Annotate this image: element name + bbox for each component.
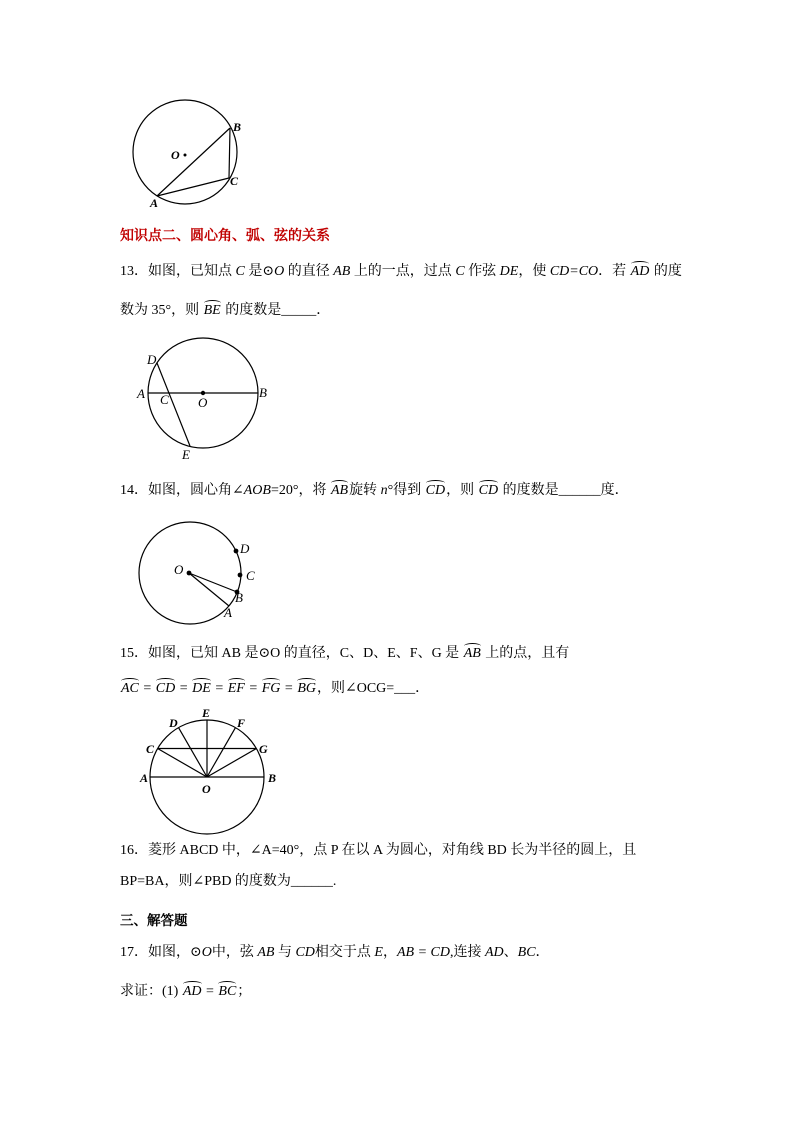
q15-arc-ab: AB (463, 646, 481, 661)
radius-oc (158, 749, 207, 778)
q14-text: ，则 (446, 483, 478, 498)
q13-line-1 (120, 262, 682, 282)
q17-proof-text: = (202, 984, 218, 999)
q15-line-1 (120, 644, 569, 664)
q14-arc-ab: AB (330, 483, 349, 498)
q17-var: E (374, 945, 383, 960)
section-heading: 知识点二、圆心角、弧、弦的关系 (120, 229, 330, 244)
radius-og (207, 749, 256, 778)
q16-line-2: BP=BA，则∠PBD 的度数为______. (120, 874, 337, 889)
q15-line-2 (120, 679, 429, 699)
q14-arc-cd: CD (478, 483, 499, 498)
q15-arc-ac: AC (121, 681, 139, 696)
equals-sign: = (143, 681, 152, 696)
q15-arc-fg: FG (261, 681, 281, 696)
q13-var: CD=CO (549, 264, 599, 279)
q17-text: 17．如图，⊙ (120, 945, 202, 960)
label-a: A (140, 771, 149, 785)
point-c (238, 573, 243, 578)
point-o (187, 571, 192, 576)
q13-text: ．若 (598, 264, 630, 279)
q15-arc-bg: BG (297, 681, 316, 696)
chord-ab (157, 128, 230, 196)
q17-text: ． (535, 945, 550, 960)
label-o: O (171, 148, 180, 162)
q13-answer-blank: 的度数是_____． (221, 303, 331, 318)
q13-var: C (235, 264, 245, 279)
figure-q15 (138, 705, 280, 840)
q17-text: 相交于点 (314, 945, 375, 960)
q13-arc-ad: AD (630, 264, 650, 279)
label-a: A (150, 196, 159, 210)
label-e: E (202, 706, 211, 720)
q14-line-1 (120, 481, 629, 501)
q15-arc-ef: EF (227, 681, 245, 696)
q13-text: 13．如图，已知点 (120, 264, 236, 279)
q13-text: 作弦 (464, 264, 500, 279)
q13-arc-be: BE (203, 303, 221, 318)
q17-text: 中，弦 (211, 945, 258, 960)
q17-arc-ad: AD (182, 984, 202, 999)
q17-var: AD (484, 945, 504, 960)
q16-line-1: 16．菱形 ABCD 中，∠A=40°，点 P 在以 A 为圆心，对角线 BD 长为半径的圆上，且 (120, 843, 637, 858)
equals-sign: = (215, 681, 224, 696)
label-d: D (240, 541, 250, 556)
radius-ob (189, 573, 237, 592)
figure-q13 (135, 332, 270, 462)
q14-text: °得到 (387, 483, 425, 498)
q17-proof-line (120, 982, 251, 1002)
label-f: F (237, 716, 246, 730)
q15-arc-de: DE (192, 681, 211, 696)
q14-text: =20°，将 (270, 483, 330, 498)
point-d (234, 549, 239, 554)
q15-text: 上的点，且有 (481, 646, 570, 661)
q17-var: BC (517, 945, 536, 960)
q17-proof-text: 求证：(1) (120, 984, 182, 999)
figure-circle-triangle (120, 95, 260, 213)
q13-var: C (455, 264, 465, 279)
q14-text: 14．如图，圆心角∠ (120, 483, 244, 498)
label-b: B (233, 120, 242, 134)
q17-proof-text: ； (237, 984, 252, 999)
q13-text: 是⊙ (244, 264, 275, 279)
q17-text: ,连接 (449, 945, 485, 960)
q13-line-2 (120, 301, 330, 321)
label-a: A (137, 386, 145, 401)
q13-var: AB (333, 264, 351, 279)
q15-arc-cd: CD (155, 681, 176, 696)
radius-od (179, 728, 208, 777)
q17-line-1 (120, 943, 550, 963)
label-c: C (160, 392, 169, 407)
q17-var: CD (295, 945, 315, 960)
q17-text: 与 (274, 945, 296, 960)
label-c: C (246, 568, 255, 583)
equals-sign: = (249, 681, 258, 696)
label-o: O (174, 562, 184, 577)
q13-text: 上的一点，过点 (350, 264, 456, 279)
q17-text: 、 (503, 945, 518, 960)
q13-var: DE (499, 264, 519, 279)
center-dot (184, 154, 187, 157)
label-a: A (224, 605, 232, 620)
q14-answer-blank: 的度数是______度． (499, 483, 629, 498)
label-c: C (230, 174, 239, 188)
radius-oa (189, 573, 229, 606)
label-d: D (169, 716, 178, 730)
q13-text: 的度 (650, 264, 682, 279)
q15-text: 15．如图，已知 AB 是⊙O 的直径，C、D、E、F、G 是 (120, 646, 463, 661)
q14-var: AOB (243, 483, 271, 498)
q17-arc-bc: BC (218, 984, 237, 999)
label-o: O (202, 782, 211, 796)
q15-answer-blank: ，则∠OCG=___． (317, 681, 430, 696)
q14-var: n (380, 483, 388, 498)
equals-sign: = (284, 681, 293, 696)
chord-ca (157, 178, 229, 196)
label-o: O (198, 395, 208, 410)
q17-text: ， (382, 945, 397, 960)
label-c: C (146, 742, 155, 756)
label-d: D (147, 352, 157, 367)
q13-text: ，使 (518, 264, 550, 279)
q13-var: O (274, 264, 285, 279)
label-g: G (259, 742, 268, 756)
chord-bc (229, 128, 230, 178)
label-b: B (235, 590, 243, 605)
equals-sign: = (179, 681, 188, 696)
q17-var: AB = CD (396, 945, 450, 960)
section-3-heading: 三、解答题 (120, 913, 188, 928)
label-b: B (268, 771, 277, 785)
q13-text: 数为 35°，则 (120, 303, 203, 318)
figure-q14 (135, 518, 260, 630)
label-b: B (259, 385, 267, 400)
q14-text: 旋转 (349, 483, 381, 498)
q13-text: 的直径 (284, 264, 334, 279)
q17-var: AB (257, 945, 275, 960)
q14-arc-cd: CD (425, 483, 446, 498)
label-e: E (182, 447, 190, 462)
radius-of (207, 728, 236, 777)
q17-var: O (201, 945, 212, 960)
